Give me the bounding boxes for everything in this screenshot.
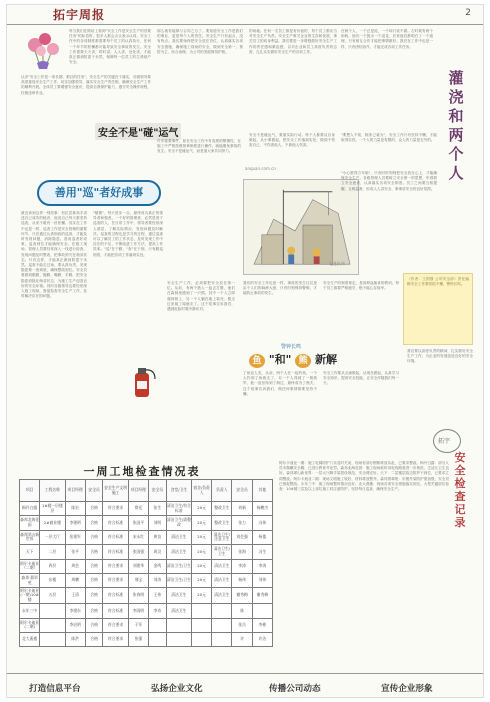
table-cell: 于军 (128, 618, 148, 632)
table-cell: 刘涛 (149, 573, 167, 587)
table-cell: 20元 (192, 545, 212, 559)
table-header: 安全员 (232, 480, 252, 502)
table-cell: 符合要求 (103, 632, 128, 646)
table-row (20, 516, 273, 530)
table-cell: 符合标准 (103, 545, 128, 559)
table-cell: 五层 (40, 588, 65, 604)
table-cell: 张春明 (128, 588, 148, 604)
table-cell: 刘会强 (232, 530, 252, 544)
table-cell: 张国强 (128, 545, 148, 559)
article-text: 安全生产工作，必须要把安全放在第一位。从前，有两个猎人一起去打猎，他们在森林里遇到了一只熊。其中一个人立即爬到树上，另一个人躺在地上装死，熊走过来闻了闻就走了。这个故事告诉我们，遇到危险时要冷静应对。 (167, 281, 235, 312)
table-header: 项目经理 (128, 480, 148, 502)
table-cell: 周会 (65, 559, 85, 573)
table-cell: 张海 (232, 545, 252, 559)
table-cell: 李建东 (65, 604, 85, 618)
table-title: 一周工地检查情况表 (83, 465, 201, 478)
table-row (20, 559, 273, 573)
table-cell: 森邦·翡翠苑 (20, 573, 40, 587)
table-cell: 刘建华 (128, 559, 148, 573)
table-header-row (20, 480, 273, 502)
table-row (20, 618, 273, 632)
footer (7, 673, 484, 698)
table-cell: 清洁卫生 (212, 588, 232, 604)
table-cell: 森邦翠山新世界 (20, 530, 40, 544)
table-cell: 合格 (85, 502, 103, 516)
table-cell: 森邦北海花园 (20, 516, 40, 530)
inspection-notes-text: 阿尔卡迪亚一期：施工电梯防护门未及时关闭，现场有部分钢筋堆放杂乱，已要求整改。枫丹白露：部分人员未佩戴安全帽，已进行教育并处罚。森邦北海花园：施工现场临时用电线路需进一步规范，生活区卫生良好。森邦翠山新世界：一层大厅脚手架搭设规范，安全网完好。天下：二层楼层临边防护不到位，已要求立即整改。阿尔卡迪亚二期：现场文明施工较好，材料堆放整齐。森邦翡翠苑：东楼外架防护需加强，安全员已督促整改。永年三中：施工现场整体情况良好。北大燕楼：现场各项安全措施落实到位。大型关键部位检查：10#楼三层及以上部位施工时注意防护，坚持每日巡查，确保安全生产。 (279, 461, 449, 492)
table-cell: 清洁卫生/注意卫生 (212, 530, 232, 544)
table-cell: 1#楼一层楼层 (40, 502, 65, 516)
table-cell: 冯伟 (252, 516, 272, 530)
article-text: "敏捷"，每天进步一点，最终成为真正的领导者和强者。一个好的管理者，必然是善于巡查的人。在日常工作中，领导者要经常深入基层，了解实际情况，发现问题及时解决。巡查的过程也是学习的过程，通过巡查可以了解员工的工作状态，及时发现工作中存在的不足，不断改进工作方法，提高工作效率。"巡"在于勤，"查"在于细，只有勤巡细查，才能把各项工作落到实处。 (93, 211, 163, 257)
table-cell: 徐光 (128, 502, 148, 516)
table-cell: 符合要求 (103, 559, 128, 573)
table-cell: 符合标准 (103, 604, 128, 618)
page-number: 2 (465, 8, 471, 18)
table-cell: 合格 (85, 573, 103, 587)
table-cell: 清洁卫生/符合标准 (166, 502, 191, 516)
table-cell (40, 632, 65, 646)
article-text: 安全生产的制度规定，是用鲜血换来的教训。每个员工都要严格遵守，绝不能心存侥幸。 (323, 281, 399, 291)
table-cell: 合格 (85, 618, 103, 632)
table-cell: 20元 (192, 516, 212, 530)
table-cell (212, 632, 232, 646)
table-cell: 周汉 (149, 545, 167, 559)
safety-headline-sub: 警钟长鸣 (281, 344, 302, 350)
table-cell: 符合标准 (103, 516, 128, 530)
safety-headline-bear: 熊 (295, 354, 311, 368)
table-cell: 符合要求 (103, 573, 128, 587)
table-cell (192, 632, 212, 646)
safety-headline-main (249, 351, 337, 368)
table-cell: 张国平 (128, 516, 148, 530)
table-cell: 合格 (85, 559, 103, 573)
article-text: 安全工作要从点滴做起，从现在做起，认真学习安全知识，提高安全技能，让安全伴随我们每一天。 (323, 371, 399, 386)
table-row (20, 588, 273, 604)
table-cell: 枫丹白露 (20, 502, 40, 516)
table-cell: 刘伟 (252, 573, 272, 587)
table-cell (252, 604, 272, 618)
newspaper-name: 拓宇周报 (53, 8, 106, 22)
table-cell: 符合标准 (103, 530, 128, 544)
article-text: "要想人不知，除非己莫为"，安全工作只有坚持不懈，才能取得实效。一个人的力量是有限的，众人的力量是无穷的。 (341, 133, 437, 143)
table-cell: 清洁卫生 (166, 604, 191, 618)
table-cell: 整改卫生 (212, 502, 232, 516)
table-header: 项目 (20, 480, 40, 502)
table-cell: 整改卫生 (212, 516, 232, 530)
table-cell (166, 618, 191, 632)
table-header: 安全生产文明施工 (103, 480, 128, 502)
table-cell (149, 618, 167, 632)
table-cell: 张平 (65, 545, 85, 559)
table-cell: 合格 (85, 516, 103, 530)
table-cell: 阿尔卡迪亚(二期) (20, 618, 40, 632)
article-text: 许多重要事件，如在安全工作中有高度的警惕性，在施工中严格按照规章制度进行操作，就能避免事故的发生。安全不是碰运气，而是靠大家共同努力。 (157, 139, 241, 154)
table-cell (212, 618, 232, 632)
table-cell: 李启明 (65, 618, 85, 632)
table-cell: 永年三中 (20, 604, 40, 618)
table-cell: 谢秀梅 (232, 588, 252, 604)
footer-item: 传播公司动态 (269, 684, 321, 694)
table-cell: 一层大厅 (40, 530, 65, 544)
table-row (20, 530, 273, 544)
table-cell: 陈宏 (65, 502, 85, 516)
footer-item: 弘扬企业文化 (151, 684, 203, 694)
safety-headline-end: 新解 (315, 353, 337, 366)
table-cell: 2#商业楼 (40, 516, 65, 530)
table-row (20, 604, 273, 618)
table-cell (212, 604, 232, 618)
article-text: 了鱼逗人类，从前，两个人在一起钓鱼，一个人钓到了鱼就走了，另一个人得到了一根渔竿，他一直坚持到了海边，最终成为了渔夫。这个故事告诉我们，做任何事情都要坚持不懈。 (243, 371, 317, 396)
table-cell: 天下 (20, 545, 40, 559)
table-cell: 王伟 (149, 588, 167, 604)
table-cell: 二层 (40, 545, 65, 559)
table-cell: 20元 (192, 559, 212, 573)
footer-item: 打造信息平台 (29, 684, 81, 694)
table-cell: 李建明 (65, 516, 85, 530)
table-cell: 东楼 (40, 573, 65, 587)
headline-vertical-right: 安全检查记录 (454, 451, 466, 529)
table-header: 宿舍/负责人 (192, 480, 212, 502)
article-text: 每当我们在网站上看到"安全工作是安全生产的首要任务"的标语时，很多人都会点头表示认同。安全工作中的各项制度都需要每个员工的认真执行，任何一个环节的松懈都可能导致安全事故的发生。安全工作需要天天讲，时时讲，人人讲，处处讲，才能真正做到防患于未然，保障每一位员工的生命财产安全。 (69, 29, 151, 65)
table-cell: 李彬 (252, 618, 272, 632)
table-cell: 阿尔卡迪亚（二期） (20, 559, 40, 573)
table-cell: 清洁卫生 (166, 530, 191, 544)
table-cell: 杨俊 (252, 530, 272, 544)
table-cell: 四层 (40, 559, 65, 573)
logo-text: 拓宇 (438, 438, 451, 445)
table-cell: 合格 (85, 530, 103, 544)
table-header: 食堂/卫生 (166, 480, 191, 502)
article-text: "小心驶得万年船"，只有时时刻刻把安全放在心上，才能确保安全生产。各级管理人员要树立安全第一的思想，牢固树立安全意识，认真落实各项安全制度。员工之间要互相提醒，互相监督，形成人人讲安全、事事讲安全的良好氛围。 (341, 171, 437, 191)
logo-ring (433, 429, 461, 453)
flowers-illustration (21, 29, 65, 71)
table-row (20, 502, 273, 516)
table-cell: 合格 (85, 632, 103, 646)
table-cell: 20元 (192, 530, 212, 544)
article-text: 我们的安全工作也是一样，事故的发生往往是由于人们的麻痹大意，只有时刻保持警惕，才能防止事故的发生。 (243, 281, 317, 296)
table-header: 工程名称 (40, 480, 65, 502)
table-row (20, 573, 273, 587)
table-cell: 20元 (192, 588, 212, 604)
table-cell: 合格 (85, 604, 103, 618)
table-cell: 冯生 (252, 545, 272, 559)
safety-headline-and: "和" (268, 353, 292, 366)
table-cell (192, 604, 212, 618)
table-cell: 张生 (149, 502, 167, 516)
table-cell: 许 (232, 632, 252, 646)
masthead (7, 5, 484, 25)
table-cell: 金鸣 (149, 559, 167, 573)
table-cell: 杨鹏杰 (252, 502, 272, 516)
table-cell: 李涛 (252, 559, 272, 573)
table-cell: 陈 (232, 604, 252, 618)
table-cell: 清洁卫生/卫生 (212, 545, 232, 559)
headline-wash-two-people: 灌 浇 和 两 个 人 (448, 69, 464, 182)
cartoon-tag: ig通讯网 (329, 261, 345, 266)
table-cell: 张岳 (232, 618, 252, 632)
table-cell: 合格 (85, 588, 103, 604)
table-cell: 刘新 (232, 502, 252, 516)
inspection-table (19, 479, 273, 647)
table-cell: 北大燕楼 (20, 632, 40, 646)
table-cell: 符合要求 (103, 502, 128, 516)
table-cell: 谢秀梅 (252, 588, 272, 604)
table-cell (149, 632, 167, 646)
table-cell: 刘明 (149, 516, 167, 530)
table-cell: 黄良 (149, 530, 167, 544)
table-row (20, 632, 273, 646)
article-text: 的场地。任何一名员工都是有价值的，每个员工都应当对安全生产负责。安全生产事关企业的生存和发展，事关员工的切身利益。我们要进一步增强做好安全生产工作的责任感和紧迫感，以对企业和员工高度负责的态度，扎扎实实做好安全生产的各项工作。 (249, 29, 337, 54)
table-cell: 周鹏 (65, 573, 85, 587)
table-cell: 陈洪 (65, 632, 85, 646)
article-text: 在两个人，一个总是说，一个却只说不做。古时候有两个和尚，他们一个挑水一个浇花，后来他们都明白了一个道理，只有相互合作才能把事情做好。我们在工作中也是一样，只有团结协作，才能完成各项工作任务。 (341, 29, 433, 49)
table-cell: 清洁卫生 (212, 559, 232, 573)
headline-not-accident: 安全不是"碰"运气 (95, 123, 181, 140)
table-cell: 清洁卫生/卫生 (166, 573, 191, 587)
table-header: 安全员 (85, 480, 103, 502)
table-cell: 李奇 (149, 604, 167, 618)
article-text: 我们要以高度负责的精神，扎实做好安全生产工作，为企业的发展创造良好的安全环境。 (407, 349, 473, 364)
fire-extinguisher-illustration (125, 363, 159, 399)
table-cell: 清洁卫生 (166, 545, 191, 559)
table-cell: 清洁卫生 (212, 573, 232, 587)
notice-text: （作者：王国强 公司安全部）责任编辑安全工作要常抓不懈，警钟长鸣。 (407, 277, 469, 287)
newspaper-page (6, 4, 484, 698)
table-cell: 王清 (65, 588, 85, 604)
table-cell: 李涛 (232, 559, 252, 573)
footer-item: 宣传企业形象 (381, 684, 433, 694)
table-cell: 杨伟 (232, 573, 252, 587)
table-cell: 20元 (192, 573, 212, 587)
table-cell: 清洁卫生 (166, 588, 191, 604)
table-cell (166, 632, 191, 646)
table-cell (40, 604, 65, 618)
table-header: 安全员 (149, 480, 167, 502)
table-cell: 张建军 (65, 530, 85, 544)
article-text: 认识"安全工作是一项长期、艰巨的任务"，安全生产的关键在于落实，各级领导要高度重视安全生产工作，切实加强领导，落实安全生产责任制，确保安全生产工作的顺利开展。全体员工要增强安全意识，提高自我保护能力，遵守安全操作规程，杜绝违章作业。 (21, 75, 151, 95)
table-cell: 20元 (192, 502, 212, 516)
table-cell: 张力 (232, 516, 252, 530)
table-cell (192, 618, 212, 632)
table-cell: 合格 (85, 545, 103, 559)
headline-good-at-patrol: 善用"巡"者好成事 (37, 180, 161, 206)
article-text: 那么就有能够与合同之分了。要知道安全工作是我们的事业，更是每个人的责任。安全生产只有起点，没有终点。我们要始终把安全放在首位，认真落实各项安全措施，确保施工现场的安全，做到安全第一，预防为主，综合治理，为公司的发展保驾护航。 (157, 29, 243, 54)
table-cell: 清洁卫生/卫生 (166, 559, 191, 573)
table-cell: 阿尔卡迪亚(一期)10#楼 (20, 587, 40, 603)
table-cell: 许洁 (252, 632, 272, 646)
table-cell (40, 618, 65, 632)
cartoon-site: anquan.com.cn (245, 166, 276, 171)
table-header: 项目经理 (65, 480, 85, 502)
article-text: 安全不是碰运气，要靠实际行动。每个人都要从自身做起，从小事做起，把安全工作落到实处，做到不伤害自己，不伤害他人，不被他人伤害。 (249, 133, 335, 148)
table-row (20, 545, 273, 559)
article-text: 最近读到这样一则故事：有位武林高手讲述自己成功的秘诀，他说自己每天都坚持巡查，从来不敢有一丝松懈。其实在工作中也是一样，巡查工作是安全管理的重要环节，只有通过认真细致的巡查，才能及时发现问题，消除隐患。善用巡者好成事，巡查到位才能确保安全。在施工现场，管理人员要经常深入一线进行检查，发现问题及时整改，把事故消灭在萌芽状态。只有这样，才能真正做到防患于未然。巡查不能走过场，要认真负责，发现隐患要一查到底，确保整改到位。安全员要做到眼勤、腿勤、嘴勤、手勤，把安全隐患消除在萌芽状态，为施工生产创造良好的安全环境。同时各级领导也要经常深入施工现场，督促检查安全生产工作，及时解决存在的问题。 (21, 211, 87, 299)
safety-headline-fish: 鱼 (249, 354, 265, 368)
table-cell: 李国明 (128, 604, 148, 618)
table-cell: 邢宝 (128, 573, 148, 587)
safety-headline (233, 343, 361, 369)
table-header: 负责人 (212, 480, 232, 502)
table-cell: 符合要求 (103, 618, 128, 632)
table-header: 其他 (252, 480, 272, 502)
table-cell: 张强 (128, 632, 148, 646)
table-cell: 符合标准 (103, 588, 128, 604)
table-cell: 清洁卫生/需整改 (166, 516, 191, 530)
table-cell: 宋永红 (128, 530, 148, 544)
